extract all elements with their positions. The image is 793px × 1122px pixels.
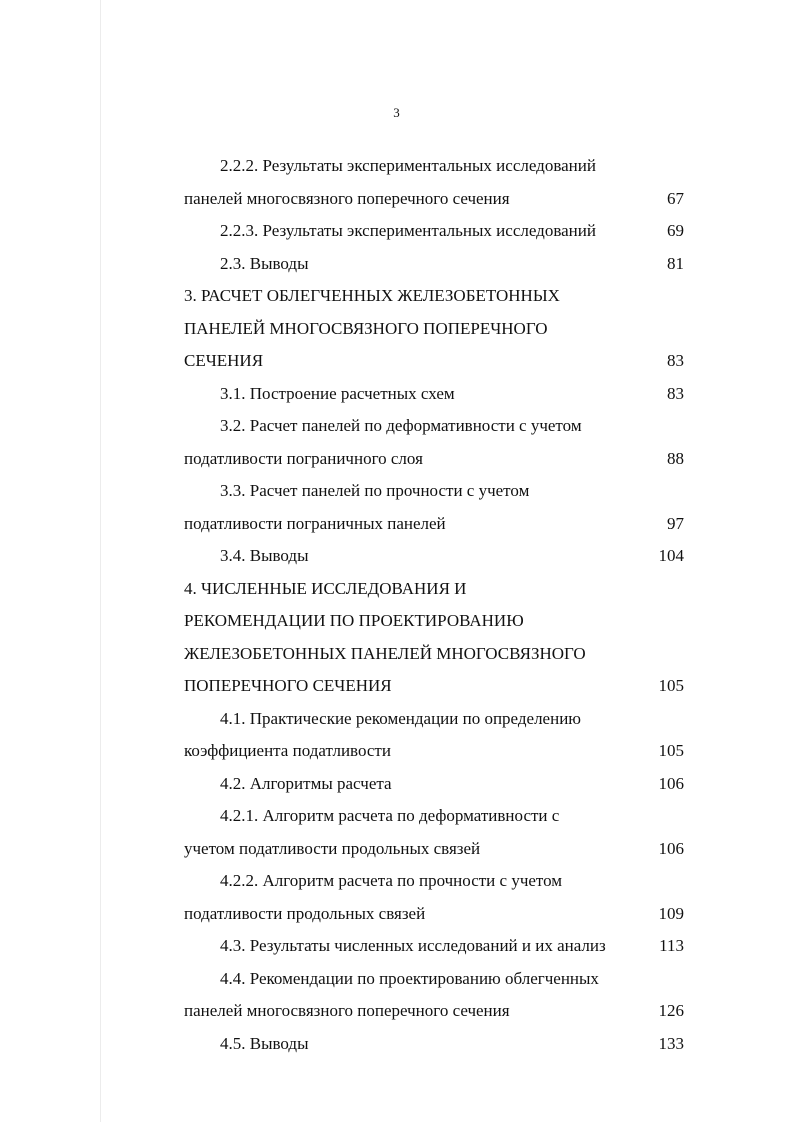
toc-line: [0, 345, 793, 378]
toc-line: [0, 605, 793, 638]
toc-entry-text: ПОПЕРЕЧНОГО СЕЧЕНИЯ: [184, 676, 392, 695]
toc-entry-text: 4.5. Выводы: [220, 1033, 309, 1053]
toc-entry-text: 4.4. Рекомендации по проектированию облегченных: [220, 968, 599, 988]
toc-page-number: 69: [667, 221, 684, 240]
toc-line: [0, 508, 793, 541]
toc-entry-text: коэффициента податливости: [184, 741, 391, 760]
toc-line: [0, 475, 793, 508]
toc-line: [0, 670, 793, 703]
toc-entry-text: 4.2.2. Алгоритм расчета по прочности с учетом: [220, 871, 563, 890]
toc-page-number: 106: [658, 838, 684, 858]
toc-entry-text: 4.1. Практические рекомендации по определению: [220, 708, 581, 728]
table-of-contents: [0, 150, 793, 1060]
toc-page-number: 126: [658, 1001, 684, 1020]
toc-entry-text: панелей многосвязного поперечного сечения: [184, 188, 510, 208]
toc-page-number: 81: [667, 253, 684, 273]
toc-line: [0, 540, 793, 573]
toc-page-number: 109: [658, 903, 684, 923]
toc-line: [0, 280, 793, 313]
toc-entry-text: СЕЧЕНИЯ: [184, 351, 264, 370]
toc-entry-text: 4. ЧИСЛЕННЫЕ ИССЛЕДОВАНИЯ И: [184, 578, 467, 598]
toc-page-number: 133: [658, 1033, 684, 1053]
toc-entry-text: 3. РАСЧЕТ ОБЛЕГЧЕННЫХ ЖЕЛЕЗОБЕТОННЫХ: [184, 286, 560, 305]
toc-line: [0, 378, 793, 411]
toc-line: [0, 313, 793, 346]
toc-line: [0, 215, 793, 248]
toc-entry-text: податливости пограничных панелей: [184, 513, 446, 533]
toc-line: [0, 800, 793, 833]
toc-line: [0, 995, 793, 1028]
toc-page-number: 83: [667, 383, 684, 403]
toc-page-number: 83: [667, 351, 684, 370]
toc-line: [0, 183, 793, 216]
toc-page-number: 105: [658, 676, 684, 695]
toc-line: [0, 410, 793, 443]
toc-entry-text: 3.3. Расчет панелей по прочности с учетом: [220, 481, 530, 500]
toc-entry-text: ПАНЕЛЕЙ МНОГОСВЯЗНОГО ПОПЕРЕЧНОГО: [184, 318, 548, 338]
toc-entry-text: 3.1. Построение расчетных схем: [220, 383, 455, 403]
toc-line: [0, 865, 793, 898]
toc-entry-text: РЕКОМЕНДАЦИИ ПО ПРОЕКТИРОВАНИЮ: [184, 611, 524, 630]
toc-line: [0, 898, 793, 931]
toc-entry-text: податливости пограничного слоя: [184, 448, 423, 468]
toc-entry-text: 4.3. Результаты численных исследований и их анализ: [220, 936, 606, 955]
toc-page-number: 88: [667, 448, 684, 468]
toc-line: [0, 443, 793, 476]
toc-entry-text: учетом податливости продольных связей: [184, 838, 481, 858]
toc-entry-text: 2.2.2. Результаты экспериментальных исследований: [220, 156, 596, 175]
toc-page-number: 67: [667, 188, 684, 208]
toc-entry-text: 3.2. Расчет панелей по деформативности с учетом: [220, 416, 582, 435]
toc-line: [0, 833, 793, 866]
toc-entry-text: панелей многосвязного поперечного сечения: [184, 1001, 510, 1020]
toc-entry-text: 3.4. Выводы: [220, 546, 309, 565]
toc-line: [0, 735, 793, 768]
toc-line: [0, 1028, 793, 1061]
toc-line: [0, 638, 793, 671]
toc-line: [0, 703, 793, 736]
toc-page-number: 106: [658, 773, 684, 793]
toc-line: [0, 248, 793, 281]
toc-line: [0, 963, 793, 996]
toc-line: [0, 150, 793, 183]
toc-entry-text: ЖЕЛЕЗОБЕТОННЫХ ПАНЕЛЕЙ МНОГОСВЯЗНОГО: [184, 643, 586, 663]
toc-page-number: 105: [658, 741, 684, 760]
toc-entry-text: податливости продольных связей: [184, 903, 426, 923]
toc-line: [0, 930, 793, 963]
toc-entry-text: 4.2.1. Алгоритм расчета по деформативности с: [220, 806, 560, 825]
toc-entry-text: 2.2.3. Результаты экспериментальных исследований: [220, 221, 596, 240]
toc-page-number: 97: [667, 513, 684, 533]
toc-page-number: 104: [658, 546, 684, 565]
toc-line: [0, 768, 793, 801]
toc-entry-text: 2.3. Выводы: [220, 253, 309, 273]
toc-page-number: 113: [659, 936, 684, 955]
page-number: 3: [393, 105, 400, 120]
toc-line: [0, 573, 793, 606]
toc-entry-text: 4.2. Алгоритмы расчета: [220, 773, 392, 793]
